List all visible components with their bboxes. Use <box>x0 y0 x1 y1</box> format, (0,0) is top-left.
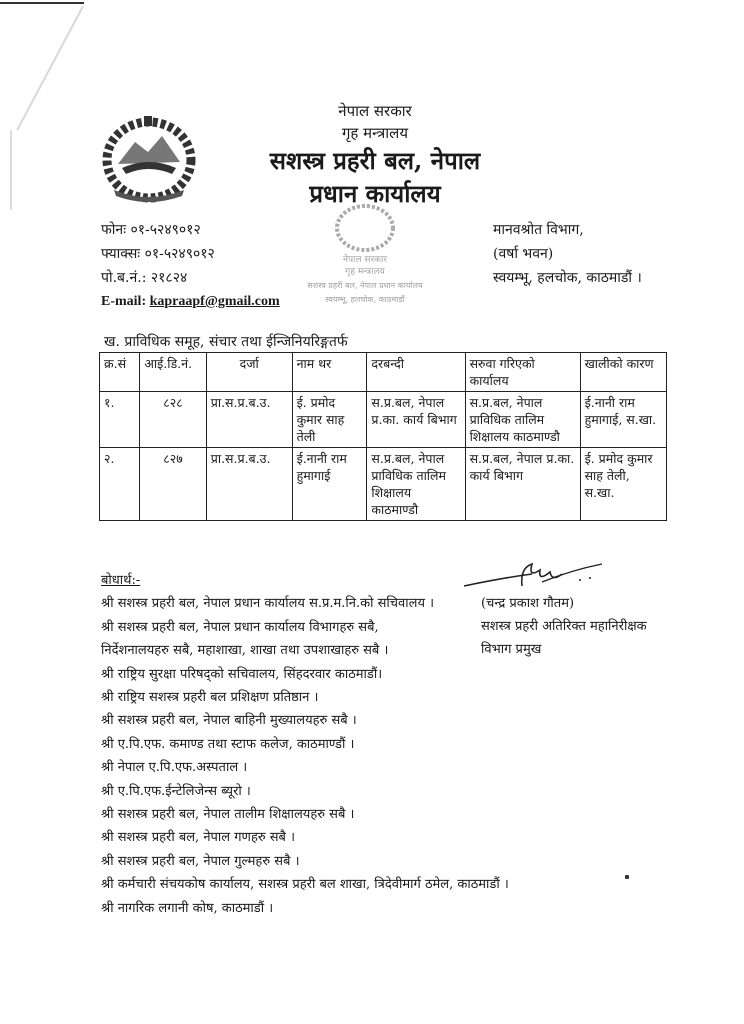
stamp-line: स्वयम्भू, हलचोक, काठमाडौं <box>325 295 405 304</box>
table-row <box>100 392 667 448</box>
cc-item: श्री सशस्त्र प्रहरी बल, नेपाल गुल्महरु सबै । <box>101 853 300 869</box>
cc-item: श्री राष्ट्रिय सुरक्षा परिषद्को सचिवालय, सिंहदरवार काठमाडौं। <box>101 666 383 682</box>
department-address <box>493 218 642 290</box>
table-cell: स.प्र.बल, नेपाल प्र.का. कार्य बिभाग <box>367 392 465 448</box>
cc-item: श्री ए.पि.एफ. कमाण्ड तथा स्टाफ कलेज, काठमाण्डौं । <box>101 736 355 752</box>
scan-artifact <box>10 130 12 210</box>
cc-item: श्री राष्ट्रिय सशस्त्र प्रहरी बल प्रशिक्षण प्रतिष्ठान । <box>101 690 319 706</box>
fax: फ्याक्सः ०१-५२४९०१२ <box>101 246 215 262</box>
table-header-row <box>100 353 667 392</box>
table-cell: २. <box>100 448 140 521</box>
cc-item: श्री सशस्त्र प्रहरी बल, नेपाल बाहिनी मुख्यालयहरु सबै । <box>101 713 357 729</box>
department-name: मानवश्रोत विभाग, <box>493 222 584 238</box>
government-name: नेपाल सरकार <box>338 102 412 120</box>
table-cell: प्रा.स.प्र.ब.उ. <box>206 448 292 521</box>
stamp-line: सशस्त्र प्रहरी बल, नेपाल प्रधान कार्यालय <box>307 281 423 290</box>
cc-item: श्री सशस्त्र प्रहरी बल, नेपाल तालीम शिक्षालयहरु सबै । <box>101 807 355 823</box>
cc-item: श्री ए.पि.एफ.ईन्टेलिजेन्स ब्यूरो । <box>101 783 251 799</box>
scan-artifact <box>16 6 83 131</box>
column-header: सरुवा गरिएको कार्यालय <box>465 353 580 392</box>
cc-item: श्री कर्मचारी संचयकोष कार्यालय, सशस्त्र प्रहरी बल शाखा, त्रिदेवीमार्ग ठमेल, काठमाडौं । <box>101 877 509 893</box>
po-box: पो.ब.नं.: २१८२४ <box>101 270 188 286</box>
cc-item: श्री सशस्त्र प्रहरी बल, नेपाल गणहरु सबै । <box>101 830 296 846</box>
column-header: दर्जा <box>206 353 292 392</box>
table-cell: ई. प्रमोद कुमार साह तेली, स.खा. <box>580 448 666 521</box>
nepal-emblem-icon <box>100 112 198 204</box>
column-header: आई.डि.नं. <box>140 353 206 392</box>
table-cell: प्रा.स.प्र.ब.उ. <box>206 392 292 448</box>
organization-name: सशस्त्र प्रहरी बल, नेपाल <box>269 146 481 175</box>
table-cell: ई.नानी राम हुमागाई <box>292 448 367 521</box>
table-cell: ८२८ <box>140 392 206 448</box>
cc-title: बोधार्थ:- <box>101 573 141 588</box>
cc-item: श्री नेपाल ए.पि.एफ.अस्पताल । <box>101 760 248 776</box>
cc-item: निर्देशनालयहरु सबै, महाशाखा, शाखा तथा उपशाखाहरु सबै । <box>101 643 389 659</box>
column-header: नाम थर <box>292 353 367 392</box>
building-name: (वर्षा भवन) <box>493 246 554 262</box>
office-stamp <box>290 200 440 320</box>
stamp-line: गृह मन्त्रालय <box>345 267 385 277</box>
email-label: E-mail: <box>101 294 147 309</box>
email-row <box>101 290 280 314</box>
table-cell: ई.नानी राम हुमागाई, स.खा. <box>580 392 666 448</box>
table-cell: ई. प्रमोद कुमार साह तेली <box>292 392 367 448</box>
section-title: ख. प्राविधिक समूह, संचार तथा ईन्जिनियरिङ्गतर्फ <box>104 334 348 350</box>
signatory-title: सशस्त्र प्रहरी अतिरिक्त महानिरीक्षक <box>481 619 647 634</box>
table-row <box>100 448 667 521</box>
table-cell: ८२७ <box>140 448 206 521</box>
cc-item: श्री सशस्त्र प्रहरी बल, नेपाल प्रधान कार्यालय विभागहरु सबै, <box>101 619 379 635</box>
column-header: खालीको कारण <box>580 353 666 392</box>
table-cell: स.प्र.बल, नेपाल प्राविधिक तालिम शिक्षालय काठमाण्डौ <box>367 448 465 521</box>
phone: फोनः ०१-५२४९०१२ <box>101 222 201 238</box>
stamp-line: नेपाल सरकार <box>342 255 388 265</box>
cc-list <box>101 569 509 920</box>
ministry-name: गृह मन्त्रालय <box>341 124 409 142</box>
cc-item: श्री नागरिक लगानी कोष, काठमाडौं । <box>101 900 274 916</box>
scan-artifact <box>0 2 84 4</box>
table-cell: स.प्र.बल, नेपाल प्र.का. कार्य बिभाग <box>465 448 580 521</box>
transfer-table <box>99 352 667 521</box>
table-cell: १. <box>100 392 140 448</box>
column-header: दरबन्दी <box>367 353 465 392</box>
contact-info <box>101 218 280 314</box>
email-link[interactable]: kapraapf@gmail.com <box>149 294 280 309</box>
scan-speck <box>625 875 629 879</box>
office-name: प्रधान कार्यालय <box>309 179 441 208</box>
column-header: क्र.सं <box>100 353 140 392</box>
signatory-name: (चन्द्र प्रकाश गौतम) <box>481 596 575 611</box>
table-cell: स.प्र.बल, नेपाल प्राविधिक तालिम शिक्षालय काठमाण्डौ <box>465 392 580 448</box>
signatory-role: विभाग प्रमुख <box>481 642 542 657</box>
cc-item: श्री सशस्त्र प्रहरी बल, नेपाल प्रधान कार्यालय स.प्र.म.नि.को सचिवालय । <box>101 596 435 612</box>
letterhead <box>240 100 510 210</box>
location: स्वयम्भू, हलचोक, काठमाडौं । <box>493 270 642 286</box>
